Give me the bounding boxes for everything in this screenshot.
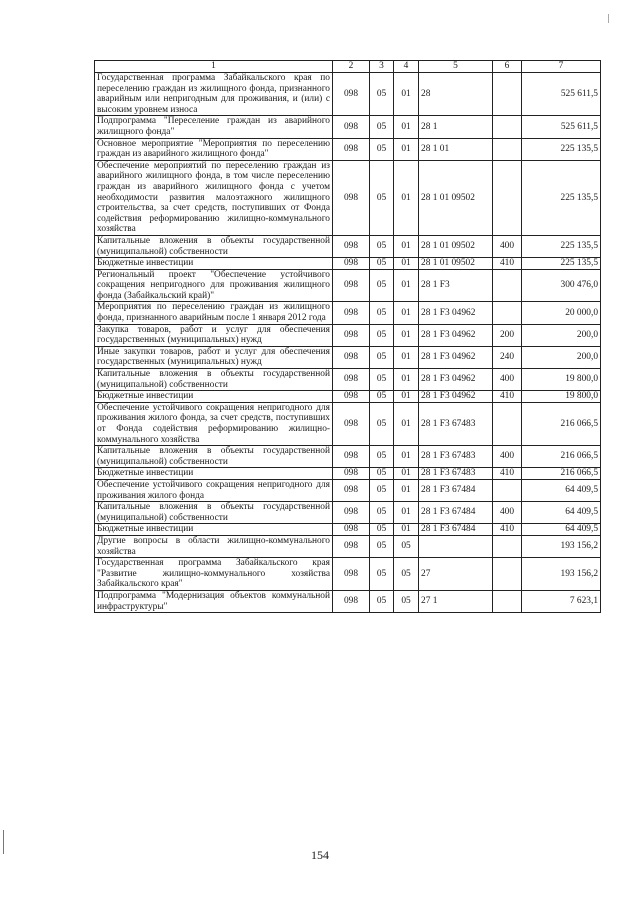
row-subsection-cell: 01 bbox=[394, 391, 419, 403]
row-admin-code-cell: 098 bbox=[333, 402, 370, 445]
row-target-code-cell: 28 1 F3 04962 bbox=[419, 302, 493, 324]
row-section-cell: 05 bbox=[370, 502, 394, 524]
table-row bbox=[95, 590, 601, 612]
row-amount-cell: 200,0 bbox=[522, 346, 601, 368]
row-subsection-cell: 01 bbox=[394, 346, 419, 368]
row-amount-cell: 64 409,5 bbox=[522, 524, 601, 536]
row-subsection-cell: 01 bbox=[394, 502, 419, 524]
table-row bbox=[95, 269, 601, 302]
table-row bbox=[95, 116, 601, 138]
row-target-code-cell: 28 1 bbox=[419, 116, 493, 138]
row-expense-type-cell bbox=[493, 535, 522, 557]
row-name-cell: Закупка товаров, работ и услуг для обеспечения государственных (муниципальных) нужд bbox=[95, 324, 333, 346]
row-section-cell: 05 bbox=[370, 479, 394, 501]
row-section-cell: 05 bbox=[370, 324, 394, 346]
row-expense-type-cell bbox=[493, 302, 522, 324]
row-name-cell: Иные закупки товаров, работ и услуг для обеспечения государственных (муниципальных) нужд bbox=[95, 346, 333, 368]
row-admin-code-cell: 098 bbox=[333, 590, 370, 612]
row-expense-type-cell: 410 bbox=[493, 391, 522, 403]
row-target-code-cell: 28 1 01 09502 bbox=[419, 258, 493, 270]
row-section-cell: 05 bbox=[370, 391, 394, 403]
row-expense-type-cell bbox=[493, 138, 522, 160]
header-cell: 2 bbox=[333, 61, 370, 73]
row-subsection-cell: 05 bbox=[394, 590, 419, 612]
row-subsection-cell: 01 bbox=[394, 302, 419, 324]
header-cell: 5 bbox=[419, 61, 493, 73]
table-row bbox=[95, 535, 601, 557]
row-expense-type-cell: 400 bbox=[493, 369, 522, 391]
table-row bbox=[95, 558, 601, 591]
row-expense-type-cell bbox=[493, 402, 522, 445]
row-target-code-cell: 28 1 F3 bbox=[419, 269, 493, 302]
row-amount-cell: 193 156,2 bbox=[522, 558, 601, 591]
row-target-code-cell: 28 1 F3 67483 bbox=[419, 468, 493, 480]
row-subsection-cell: 01 bbox=[394, 446, 419, 468]
row-name-cell: Подпрограмма "Модернизация объектов коммунальной инфраструктуры" bbox=[95, 590, 333, 612]
row-target-code-cell: 28 1 F3 67484 bbox=[419, 502, 493, 524]
row-subsection-cell: 01 bbox=[394, 116, 419, 138]
row-target-code-cell: 28 1 F3 04962 bbox=[419, 346, 493, 368]
row-name-cell: Подпрограмма "Переселение граждан из аварийного жилищного фонда" bbox=[95, 116, 333, 138]
row-expense-type-cell bbox=[493, 73, 522, 116]
row-name-cell: Бюджетные инвестиции bbox=[95, 468, 333, 480]
row-admin-code-cell: 098 bbox=[333, 258, 370, 270]
row-subsection-cell: 01 bbox=[394, 258, 419, 270]
row-target-code-cell: 27 bbox=[419, 558, 493, 591]
row-admin-code-cell: 098 bbox=[333, 302, 370, 324]
row-amount-cell: 225 135,5 bbox=[522, 235, 601, 257]
row-name-cell: Региональный проект "Обеспечение устойчивого сокращения непригодного для проживания жилищного фонда (Забайкальский край)" bbox=[95, 269, 333, 302]
row-amount-cell: 216 066,5 bbox=[522, 468, 601, 480]
table-row bbox=[95, 138, 601, 160]
row-target-code-cell: 28 1 F3 04962 bbox=[419, 324, 493, 346]
table-body bbox=[95, 73, 601, 613]
row-expense-type-cell bbox=[493, 160, 522, 235]
row-section-cell: 05 bbox=[370, 558, 394, 591]
row-admin-code-cell: 098 bbox=[333, 138, 370, 160]
row-section-cell: 05 bbox=[370, 269, 394, 302]
row-section-cell: 05 bbox=[370, 446, 394, 468]
row-admin-code-cell: 098 bbox=[333, 558, 370, 591]
row-name-cell: Капитальные вложения в объекты государственной (муниципальной) собственности bbox=[95, 446, 333, 468]
row-name-cell: Бюджетные инвестиции bbox=[95, 258, 333, 270]
row-amount-cell: 525 611,5 bbox=[522, 116, 601, 138]
table-row bbox=[95, 235, 601, 257]
row-subsection-cell: 01 bbox=[394, 324, 419, 346]
table-row bbox=[95, 160, 601, 235]
row-target-code-cell: 28 1 01 bbox=[419, 138, 493, 160]
row-admin-code-cell: 098 bbox=[333, 468, 370, 480]
row-admin-code-cell: 098 bbox=[333, 535, 370, 557]
row-name-cell: Капитальные вложения в объекты государственной (муниципальной) собственности bbox=[95, 235, 333, 257]
row-admin-code-cell: 098 bbox=[333, 369, 370, 391]
row-name-cell: Обеспечение устойчивого сокращения непригодного для проживания жилого фонда bbox=[95, 479, 333, 501]
row-amount-cell: 225 135,5 bbox=[522, 160, 601, 235]
budget-table bbox=[94, 60, 601, 613]
table-row bbox=[95, 402, 601, 445]
row-admin-code-cell: 098 bbox=[333, 446, 370, 468]
row-name-cell: Обеспечение мероприятий по переселению граждан из аварийного жилищного фонда, в том числе переселению граждан из аварийного жилищного фонда с учетом необходимости развития малоэтажного жилищного строительства, за счет средств, поступивших от Фонда содействия реформированию жилищно-коммунального хозяйства bbox=[95, 160, 333, 235]
row-admin-code-cell: 098 bbox=[333, 479, 370, 501]
row-name-cell: Государственная программа Забайкальского края по переселению граждан из жилищного фонда, признанного аварийным или непригодным для проживания, и (или) с высоким уровнем износа bbox=[95, 73, 333, 116]
row-target-code-cell: 28 bbox=[419, 73, 493, 116]
row-amount-cell: 216 066,5 bbox=[522, 402, 601, 445]
row-name-cell: Другие вопросы в области жилищно-коммунального хозяйства bbox=[95, 535, 333, 557]
row-target-code-cell: 28 1 F3 67483 bbox=[419, 446, 493, 468]
row-section-cell: 05 bbox=[370, 73, 394, 116]
row-section-cell: 05 bbox=[370, 138, 394, 160]
row-amount-cell: 525 611,5 bbox=[522, 73, 601, 116]
row-target-code-cell: 28 1 F3 67484 bbox=[419, 524, 493, 536]
table-row bbox=[95, 346, 601, 368]
header-cell: 1 bbox=[95, 61, 333, 73]
row-expense-type-cell: 400 bbox=[493, 446, 522, 468]
scan-mark bbox=[3, 830, 4, 854]
row-amount-cell: 7 623,1 bbox=[522, 590, 601, 612]
row-expense-type-cell: 410 bbox=[493, 468, 522, 480]
row-section-cell: 05 bbox=[370, 258, 394, 270]
row-expense-type-cell bbox=[493, 590, 522, 612]
row-target-code-cell: 27 1 bbox=[419, 590, 493, 612]
row-target-code-cell: 28 1 F3 04962 bbox=[419, 391, 493, 403]
row-subsection-cell: 05 bbox=[394, 535, 419, 557]
row-expense-type-cell bbox=[493, 479, 522, 501]
row-subsection-cell: 01 bbox=[394, 235, 419, 257]
row-section-cell: 05 bbox=[370, 235, 394, 257]
row-subsection-cell: 01 bbox=[394, 160, 419, 235]
row-subsection-cell: 01 bbox=[394, 369, 419, 391]
row-amount-cell: 19 800,0 bbox=[522, 369, 601, 391]
row-name-cell: Бюджетные инвестиции bbox=[95, 524, 333, 536]
row-admin-code-cell: 098 bbox=[333, 324, 370, 346]
row-expense-type-cell bbox=[493, 116, 522, 138]
row-admin-code-cell: 098 bbox=[333, 346, 370, 368]
table-row bbox=[95, 324, 601, 346]
row-expense-type-cell: 200 bbox=[493, 324, 522, 346]
row-section-cell: 05 bbox=[370, 590, 394, 612]
row-section-cell: 05 bbox=[370, 524, 394, 536]
row-subsection-cell: 01 bbox=[394, 73, 419, 116]
row-admin-code-cell: 098 bbox=[333, 116, 370, 138]
header-cell: 6 bbox=[493, 61, 522, 73]
row-target-code-cell: 28 1 F3 04962 bbox=[419, 369, 493, 391]
table-row bbox=[95, 524, 601, 536]
row-admin-code-cell: 098 bbox=[333, 524, 370, 536]
header-row bbox=[95, 61, 601, 73]
table-row bbox=[95, 258, 601, 270]
row-admin-code-cell: 098 bbox=[333, 235, 370, 257]
row-expense-type-cell: 400 bbox=[493, 235, 522, 257]
header-cell: 4 bbox=[394, 61, 419, 73]
row-section-cell: 05 bbox=[370, 116, 394, 138]
row-admin-code-cell: 098 bbox=[333, 502, 370, 524]
row-name-cell: Бюджетные инвестиции bbox=[95, 391, 333, 403]
row-expense-type-cell bbox=[493, 269, 522, 302]
table-row bbox=[95, 446, 601, 468]
row-expense-type-cell: 240 bbox=[493, 346, 522, 368]
row-subsection-cell: 01 bbox=[394, 524, 419, 536]
row-target-code-cell bbox=[419, 535, 493, 557]
row-target-code-cell: 28 1 01 09502 bbox=[419, 160, 493, 235]
row-section-cell: 05 bbox=[370, 468, 394, 480]
header-cell: 3 bbox=[370, 61, 394, 73]
row-subsection-cell: 01 bbox=[394, 468, 419, 480]
row-name-cell: Капитальные вложения в объекты государственной (муниципальной) собственности bbox=[95, 502, 333, 524]
row-subsection-cell: 01 bbox=[394, 269, 419, 302]
row-amount-cell: 20 000,0 bbox=[522, 302, 601, 324]
table-row bbox=[95, 502, 601, 524]
row-section-cell: 05 bbox=[370, 302, 394, 324]
header-cell: 7 bbox=[522, 61, 601, 73]
row-subsection-cell: 01 bbox=[394, 479, 419, 501]
row-name-cell: Государственная программа Забайкальского края "Развитие жилищно-коммунального хозяйства Забайкальского края" bbox=[95, 558, 333, 591]
table-row bbox=[95, 302, 601, 324]
row-expense-type-cell bbox=[493, 558, 522, 591]
row-section-cell: 05 bbox=[370, 369, 394, 391]
row-amount-cell: 225 135,5 bbox=[522, 138, 601, 160]
row-amount-cell: 216 066,5 bbox=[522, 446, 601, 468]
row-target-code-cell: 28 1 01 09502 bbox=[419, 235, 493, 257]
row-admin-code-cell: 098 bbox=[333, 160, 370, 235]
row-amount-cell: 64 409,5 bbox=[522, 502, 601, 524]
row-target-code-cell: 28 1 F3 67484 bbox=[419, 479, 493, 501]
table-row bbox=[95, 369, 601, 391]
table-row bbox=[95, 479, 601, 501]
row-name-cell: Капитальные вложения в объекты государственной (муниципальной) собственности bbox=[95, 369, 333, 391]
row-expense-type-cell: 400 bbox=[493, 502, 522, 524]
row-expense-type-cell: 410 bbox=[493, 258, 522, 270]
row-section-cell: 05 bbox=[370, 346, 394, 368]
row-amount-cell: 193 156,2 bbox=[522, 535, 601, 557]
row-name-cell: Мероприятия по переселению граждан из жилищного фонда, признанного аварийным после 1 января 2012 года bbox=[95, 302, 333, 324]
row-subsection-cell: 01 bbox=[394, 402, 419, 445]
table-row bbox=[95, 73, 601, 116]
row-admin-code-cell: 098 bbox=[333, 269, 370, 302]
row-section-cell: 05 bbox=[370, 535, 394, 557]
row-name-cell: Основное мероприятие "Мероприятия по переселению граждан из аварийного жилищного фонда" bbox=[95, 138, 333, 160]
table-row bbox=[95, 391, 601, 403]
page-number: 154 bbox=[311, 848, 329, 862]
scan-mark bbox=[608, 14, 609, 23]
row-name-cell: Обеспечение устойчивого сокращения непригодного для проживания жилого фонда, за счет средств, поступивших от Фонда содействия реформированию жилищно-коммунального хозяйства bbox=[95, 402, 333, 445]
row-amount-cell: 64 409,5 bbox=[522, 479, 601, 501]
row-section-cell: 05 bbox=[370, 402, 394, 445]
row-subsection-cell: 01 bbox=[394, 138, 419, 160]
row-admin-code-cell: 098 bbox=[333, 73, 370, 116]
row-amount-cell: 19 800,0 bbox=[522, 391, 601, 403]
row-expense-type-cell: 410 bbox=[493, 524, 522, 536]
row-amount-cell: 200,0 bbox=[522, 324, 601, 346]
table-row bbox=[95, 468, 601, 480]
row-amount-cell: 300 476,0 bbox=[522, 269, 601, 302]
row-target-code-cell: 28 1 F3 67483 bbox=[419, 402, 493, 445]
row-subsection-cell: 05 bbox=[394, 558, 419, 591]
row-admin-code-cell: 098 bbox=[333, 391, 370, 403]
row-amount-cell: 225 135,5 bbox=[522, 258, 601, 270]
row-section-cell: 05 bbox=[370, 160, 394, 235]
